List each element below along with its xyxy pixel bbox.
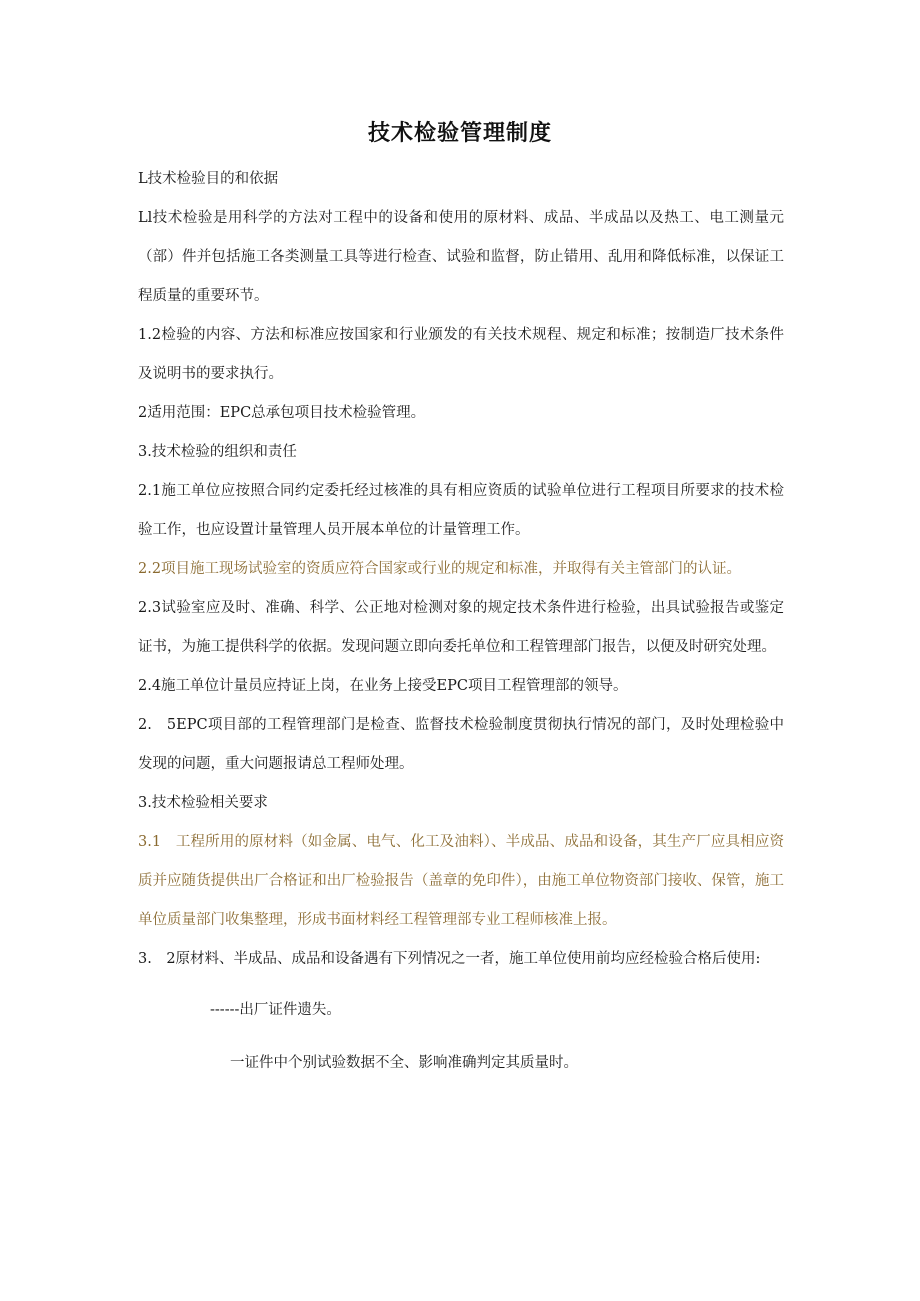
paragraph-1-1: L技术检验目的和依据 [138, 171, 279, 187]
section-heading-requirements: 3.技术检验相关要求 [138, 795, 268, 811]
list-item-incomplete-data: 一证件中个别试验数据不全、影响准确判定其质量时。 [230, 1055, 578, 1071]
paragraph-3-2: 3. 2原材料、半成品、成品和设备遇有下列情况之一者，施工单位使用前均应经检验合格后使用: [138, 951, 761, 967]
section-heading-organization: 3.技术检验的组织和责任 [138, 444, 297, 460]
document-title: 技术检验管理制度 [367, 121, 552, 146]
paragraph-2-3: 2.3试验室应及时、准确、科学、公正地对检测对象的规定技术条件进行检验，出具试验报告或鉴定证书，为施工提供科学的依据。发现问题立即向委托单位和工程管理部门报告，以便及时研究处理。 [138, 600, 784, 655]
paragraph-2-1: 2.1施工单位应按照合同约定委托经过核准的具有相应资质的试验单位进行工程项目所要求的技术检验工作，也应设置计量管理人员开展本单位的计量管理工作。 [138, 483, 784, 538]
paragraph-3-1: 3.1 工程所用的原材料（如金属、电气、化工及油料）、半成品、成品和设备，其生产厂应具相应资质并应随货提供出厂合格证和出厂检验报告（盖章的免印件），由施工单位物资部门接收、保管，施工单位质量部门收集整理，形成书面材料经工程管理部专业工程师核准上报。 [138, 834, 784, 928]
list-item-certificate-lost: ------出厂证件遗失。 [210, 1002, 341, 1018]
paragraph-2-4: 2.4施工单位计量员应持证上岗，在业务上接受EPC项目工程管理部的领导。 [138, 678, 628, 694]
paragraph-1-1-detail: Ll技术检验是用科学的方法对工程中的设备和使用的原材料、成品、半成品以及热工、电工测量元（部）件并包括施工各类测量工具等进行检查、试验和监督，防止错用、乱用和降低标准，以保证工程质量的重要环节。 [138, 210, 784, 304]
paragraph-scope: 2适用范围：EPC总承包项目技术检验管理。 [138, 405, 426, 421]
document-body [138, 160, 784, 1083]
paragraph-2-2: 2.2项目施工现场试验室的资质应符合国家或行业的规定和标准，并取得有关主管部门的认证。 [138, 561, 742, 577]
paragraph-2-5: 2. 5EPC项目部的工程管理部门是检查、监督技术检验制度贯彻执行情况的部门，及时处理检验中发现的问题，重大问题报请总工程师处理。 [138, 717, 784, 772]
paragraph-1-2: 1.2检验的内容、方法和标准应按国家和行业颁发的有关技术规程、规定和标准；按制造厂技术条件及说明书的要求执行。 [138, 327, 784, 382]
